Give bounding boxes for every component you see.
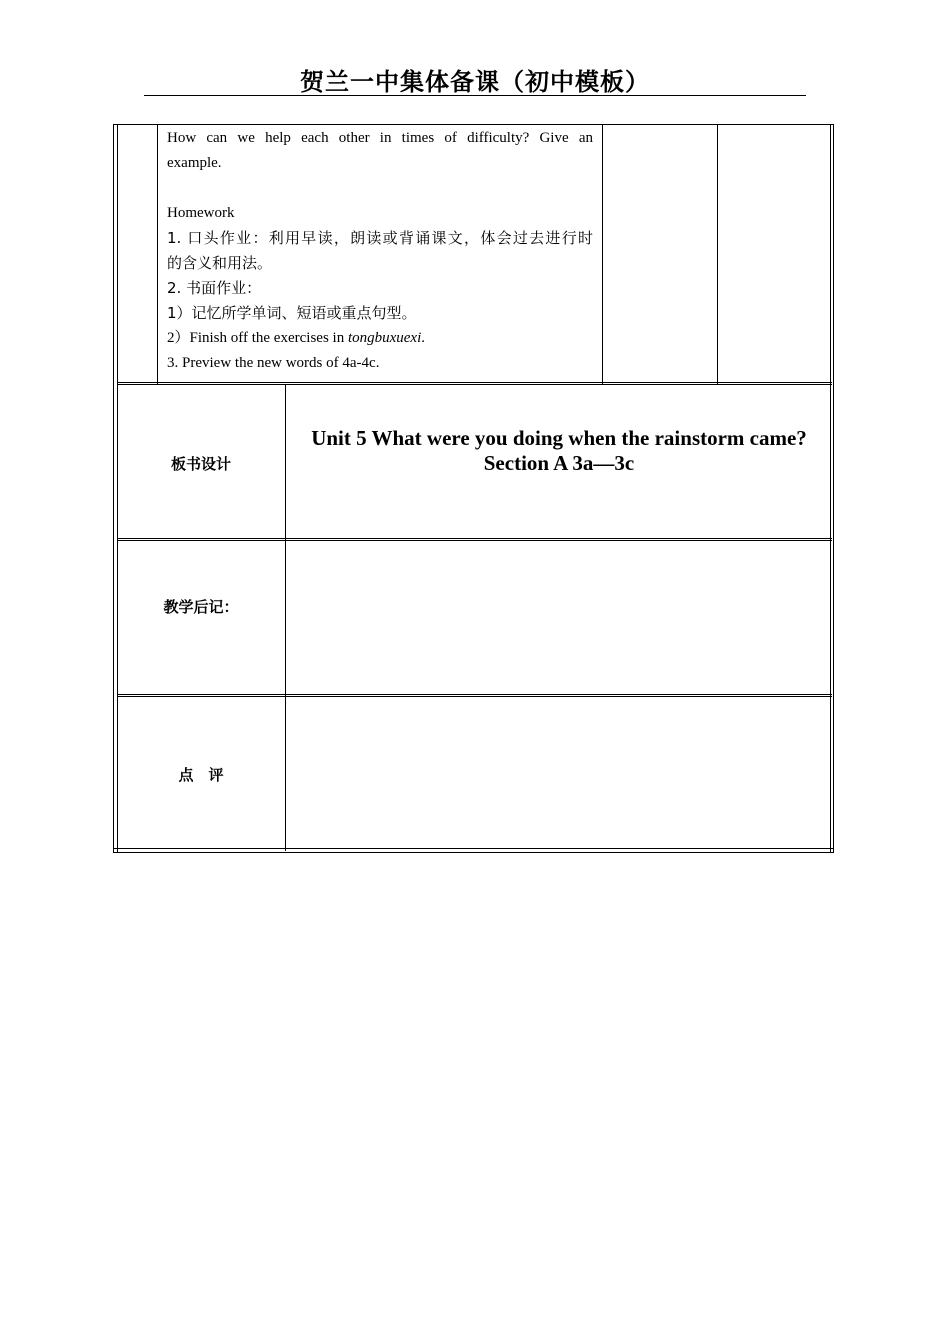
col-divider-3 (717, 124, 718, 384)
board-design-title-line-1: Unit 5 What were you doing when the rainstorm came? (311, 426, 807, 450)
table-border-bottom-inner (113, 848, 834, 849)
table-border-left-inner (117, 124, 118, 853)
row-separator-1 (117, 382, 832, 385)
homework-item-2-2 (167, 326, 593, 351)
discussion-question-line-1: How can we help each other in times of difficulty? Give an (167, 130, 593, 146)
homework-item-2-2-book: tongbuxuexi (347, 330, 422, 346)
homework-item-3: 3. Preview the new words of 4a-4c. (167, 355, 380, 371)
homework-item-1-line-2: 的含义和用法。 (167, 254, 273, 272)
board-design-label: 板书设计 (170, 455, 231, 473)
review-label: 点 评 (178, 766, 224, 784)
header-underline (144, 95, 806, 96)
homework-item-2-2-end: . (421, 330, 426, 346)
board-design-title (286, 426, 832, 476)
homework-item-1-line-1: 1. 口头作业：利用早读，朗读或背诵课文，体会过去进行时 (167, 229, 593, 247)
table-border-right-inner (830, 124, 831, 853)
row-separator-2 (117, 538, 832, 541)
homework-heading: Homework (167, 205, 235, 221)
col-divider-1 (157, 124, 158, 384)
homework-cell (167, 126, 593, 376)
board-design-title-line-2: Section A 3a—3c (483, 451, 635, 475)
discussion-question-line-2: example. (167, 155, 222, 171)
row-separator-3 (117, 694, 832, 697)
page-title: 贺兰一中集体备课（初中模板） (300, 68, 650, 96)
homework-item-2-2-text: 2）Finish off the exercises in (167, 330, 348, 346)
teaching-reflection-label: 教学后记： (163, 598, 239, 616)
homework-item-2-1: 1）记忆所学单词、短语或重点句型。 (167, 304, 417, 322)
homework-item-2: 2. 书面作业： (167, 279, 262, 297)
col-divider-2 (602, 124, 603, 384)
